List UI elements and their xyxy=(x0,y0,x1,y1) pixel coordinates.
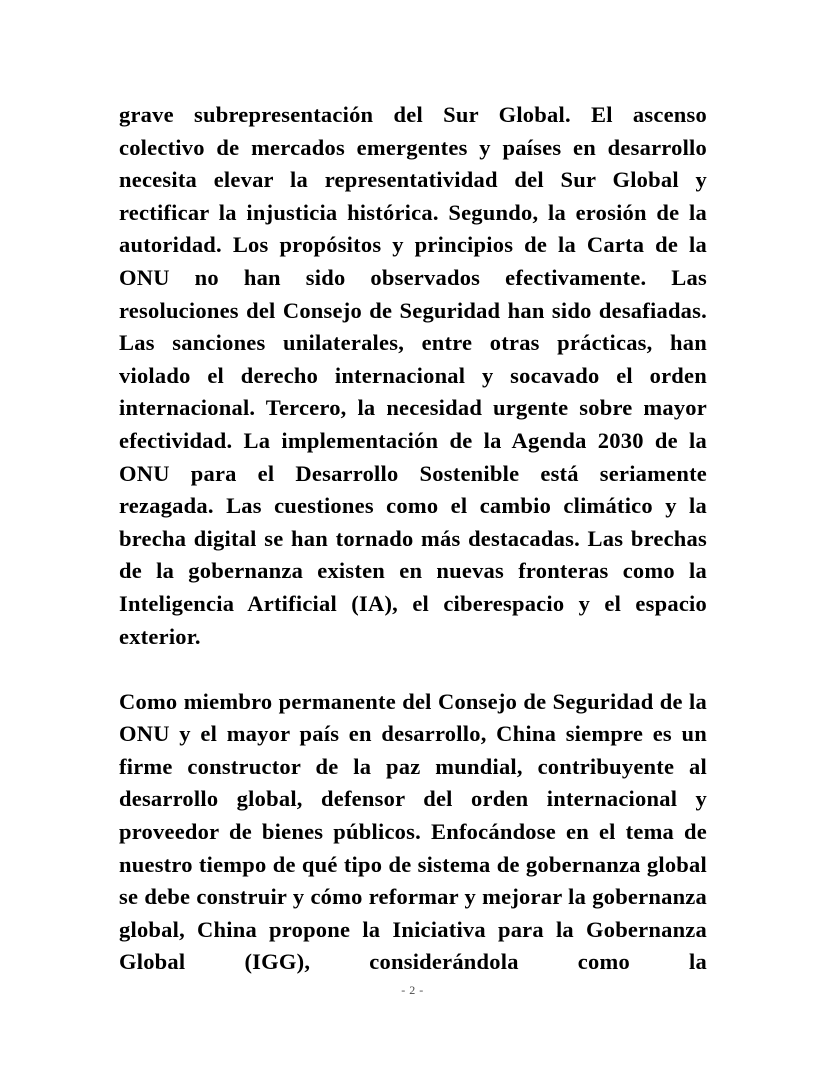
body-text-column xyxy=(119,99,707,979)
page-number-footer: - 2 - xyxy=(401,983,424,997)
body-paragraph-1: grave subrepresentación del Sur Global. El ascenso colectivo de mercados emergentes y países en desarrollo necesita elevar la representatividad del Sur Global y rectificar la injusticia histórica. Segundo, la erosión de la autoridad. Los propósitos y principios de la Carta de la ONU no han sido observados efectivamente. Las resoluciones del Consejo de Seguridad han sido desafiadas. Las sanciones unilaterales, entre otras prácticas, han violado el derecho internacional y socavado el orden internacional. Tercero, la necesidad urgente sobre mayor efectividad. La implementación de la Agenda 2030 de la ONU para el Desarrollo Sostenible está seriamente rezagada. Las cuestiones como el cambio climático y la brecha digital se han tornado más destacadas. Las brechas de la gobernanza existen en nuevas fronteras como la Inteligencia Artificial (IA), el ciberespacio y el espacio exterior. xyxy=(119,102,707,649)
body-paragraph-2: Como miembro permanente del Consejo de Seguridad de la ONU y el mayor país en desarrollo, China siempre es un firme constructor de la paz mundial, contribuyente al desarrollo global, defensor del orden internacional y proveedor de bienes públicos. Enfocándose en el tema de nuestro tiempo de qué tipo de sistema de gobernanza global se debe construir y cómo reformar y mejorar la gobernanza global, China propone la Iniciativa para la Gobernanza Global (IGG), considerándola como la xyxy=(119,688,707,975)
